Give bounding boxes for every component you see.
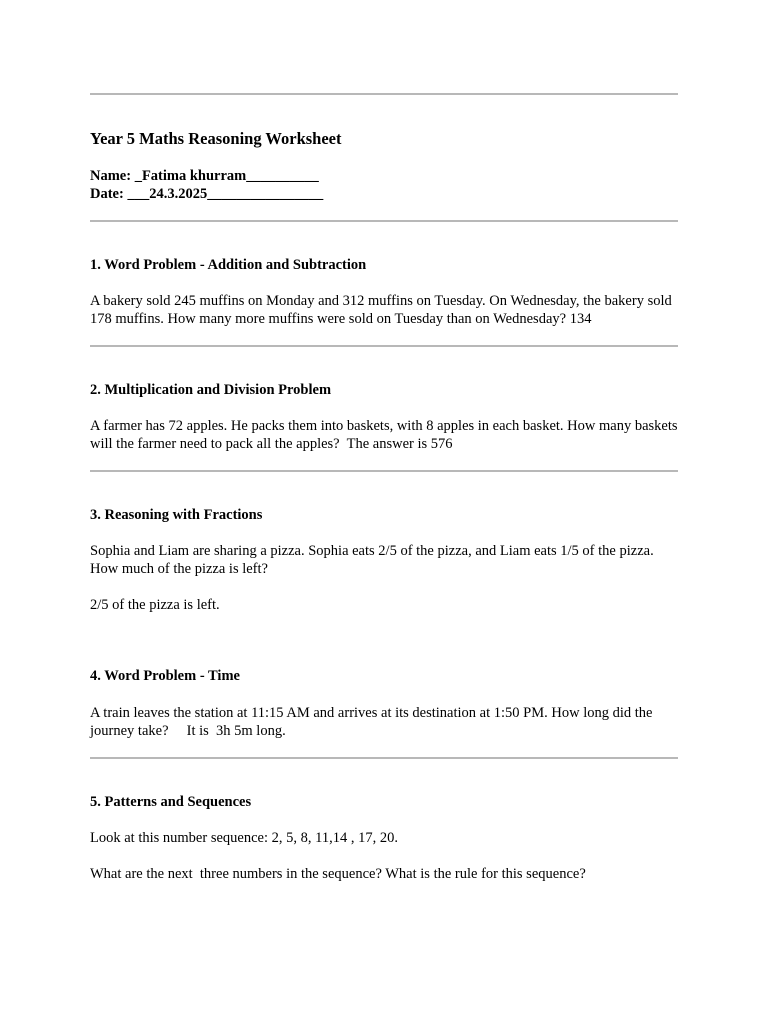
section-1-text: A bakery sold 245 muffins on Monday and 312 muffins on Tuesday. On Wednesday, the bakery sold 178 muffins. How many more muffins were sold on Tuesday than on Wednesday? 134: [90, 293, 676, 327]
section-5-heading: 5. Patterns and Sequences: [90, 794, 252, 810]
section-1-heading: 1. Word Problem - Addition and Subtraction: [90, 257, 367, 273]
section-3-answer: 2/5 of the pizza is left.: [90, 597, 220, 613]
name-field: Name: _Fatima khurram__________: [90, 168, 319, 184]
section-3-text: Sophia and Liam are sharing a pizza. Sophia eats 2/5 of the pizza, and Liam eats 1/5 of the pizza. How much of the pizza is left?: [90, 543, 658, 577]
date-field: Date: ___24.3.2025________________: [90, 186, 324, 202]
section-3-heading: 3. Reasoning with Fractions: [90, 507, 263, 523]
divider: [90, 220, 678, 222]
divider: [90, 93, 678, 95]
section-4-text: A train leaves the station at 11:15 AM and arrives at its destination at 1:50 PM. How long did the journey take? It is 3h 5m long.: [90, 705, 657, 739]
divider: [90, 470, 678, 472]
section-4-heading: 4. Word Problem - Time: [90, 668, 240, 684]
section-2-heading: 2. Multiplication and Division Problem: [90, 382, 332, 398]
worksheet-title: Year 5 Maths Reasoning Worksheet: [90, 129, 342, 148]
section-2-text: A farmer has 72 apples. He packs them into baskets, with 8 apples in each basket. How many baskets will the farmer need to pack all the apples? The answer is 576: [90, 418, 682, 452]
section-5-question: What are the next three numbers in the sequence? What is the rule for this sequence?: [90, 866, 586, 882]
divider: [90, 345, 678, 347]
divider: [90, 757, 678, 759]
section-5-text: Look at this number sequence: 2, 5, 8, 11,14 , 17, 20.: [90, 830, 398, 846]
